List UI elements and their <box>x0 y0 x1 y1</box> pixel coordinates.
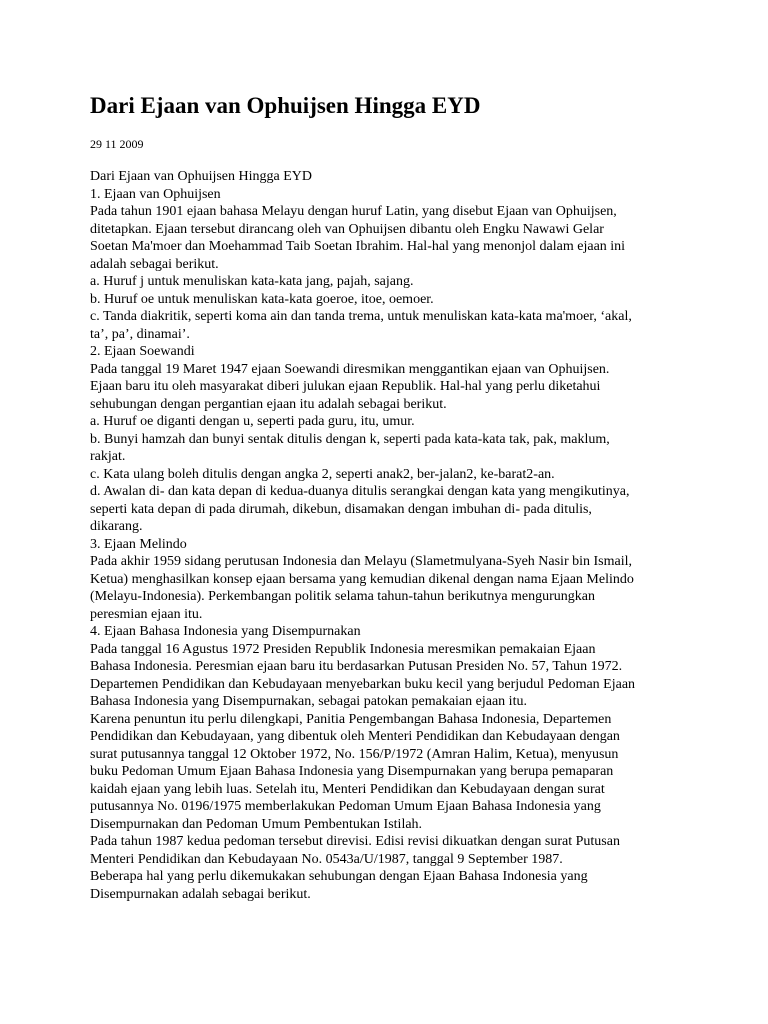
body-line: Disempurnakan adalah sebagai berikut. <box>90 886 311 902</box>
body-line: Pada tanggal 16 Agustus 1972 Presiden Republik Indonesia meresmikan pemakaian Ejaan <box>90 641 596 657</box>
body-line: 3. Ejaan Melindo <box>90 536 187 552</box>
document-body <box>90 168 690 903</box>
body-line: Karena penuntun itu perlu dilengkapi, Panitia Pengembangan Bahasa Indonesia, Departemen <box>90 711 612 727</box>
body-line: adalah sebagai berikut. <box>90 256 219 272</box>
body-line: 1. Ejaan van Ophuijsen <box>90 186 221 202</box>
body-line: surat putusannya tanggal 12 Oktober 1972, No. 156/P/1972 (Amran Halim, Ketua), menyusun <box>90 746 619 762</box>
body-line: Beberapa hal yang perlu dikemukakan sehubungan dengan Ejaan Bahasa Indonesia yang <box>90 869 588 884</box>
document-date: 29 11 2009 <box>90 137 144 151</box>
body-line: buku Pedoman Umum Ejaan Bahasa Indonesia yang Disempurnakan yang berupa pemaparan <box>90 764 614 779</box>
body-line: Pendidikan dan Kebudayaan, yang dibentuk oleh Menteri Pendidikan dan Kebudayaan dengan <box>90 729 620 744</box>
body-line: (Melayu-Indonesia). Perkembangan politik selama tahun-tahun berikutnya mengurungkan <box>90 589 596 604</box>
body-line: Pada tahun 1901 ejaan bahasa Melayu dengan huruf Latin, yang disebut Ejaan van Ophuijsen, <box>90 204 617 219</box>
body-line: Soetan Ma'moer dan Moehammad Taib Soetan Ibrahim. Hal-hal yang menonjol dalam ejaan ini <box>90 239 626 254</box>
body-line: c. Tanda diakritik, seperti koma ain dan tanda trema, untuk menuliskan kata-kata ma'moer, ‘akal, <box>90 309 632 324</box>
body-line: seperti kata depan di pada dirumah, dikebun, disamakan dengan imbuhan di- pada ditulis, <box>90 501 592 517</box>
body-line: ta’, pa’, dinamai’. <box>90 326 190 342</box>
body-line: Pada tanggal 19 Maret 1947 ejaan Soewandi diresmikan menggantikan ejaan van Ophuijsen. <box>90 361 610 377</box>
body-line: sehubungan dengan pergantian ejaan itu adalah sebagai berikut. <box>90 396 447 412</box>
body-line: 2. Ejaan Soewandi <box>90 344 195 359</box>
body-line: a. Huruf j untuk menuliskan kata-kata jang, pajah, sajang. <box>90 274 414 289</box>
body-line: Pada akhir 1959 sidang perutusan Indonesia dan Melayu (Slametmulyana-Syeh Nasir bin Ismail, <box>90 554 632 569</box>
body-line: dikarang. <box>90 519 143 534</box>
body-line: peresmian ejaan itu. <box>90 606 203 622</box>
body-line: ditetapkan. Ejaan tersebut dirancang oleh van Ophuijsen dibantu oleh Engku Nawawi Gelar <box>90 221 604 237</box>
body-line: d. Awalan di- dan kata depan di kedua-duanya ditulis serangkai dengan kata yang mengikutinya, <box>90 484 630 499</box>
body-line: Pada tahun 1987 kedua pedoman tersebut direvisi. Edisi revisi dikuatkan dengan surat Putusan <box>90 834 620 849</box>
body-line: b. Huruf oe untuk menuliskan kata-kata goeroe, itoe, oemoer. <box>90 291 434 307</box>
body-line: putusannya No. 0196/1975 memberlakukan Pedoman Umum Ejaan Bahasa Indonesia yang <box>90 799 601 814</box>
body-line: c. Kata ulang boleh ditulis dengan angka 2, seperti anak2, ber-jalan2, ke-barat2-an. <box>90 466 555 482</box>
body-line: rakjat. <box>90 449 126 464</box>
body-line: Departemen Pendidikan dan Kebudayaan menyebarkan buku kecil yang berjudul Pedoman Ejaan <box>90 676 636 692</box>
document-title: Dari Ejaan van Ophuijsen Hingga EYD <box>90 93 481 118</box>
body-line: Disempurnakan dan Pedoman Umum Pembentukan Istilah. <box>90 816 423 832</box>
body-line: Menteri Pendidikan dan Kebudayaan No. 0543a/U/1987, tanggal 9 September 1987. <box>90 851 563 867</box>
body-line: Ketua) menghasilkan konsep ejaan bersama yang kemudian dikenal dengan nama Ejaan Melindo <box>90 571 634 587</box>
body-line: Bahasa Indonesia yang Disempurnakan, sebagai patokan pemakaian ejaan itu. <box>90 694 527 709</box>
body-line: Bahasa Indonesia. Peresmian ejaan baru itu berdasarkan Putusan Presiden No. 57, Tahun 1972. <box>90 659 623 674</box>
body-line: b. Bunyi hamzah dan bunyi sentak ditulis dengan k, seperti pada kata-kata tak, pak, maklum, <box>90 431 610 447</box>
body-line: Ejaan baru itu oleh masyarakat diberi julukan ejaan Republik. Hal-hal yang perlu diketahui <box>90 379 601 394</box>
body-line: Dari Ejaan van Ophuijsen Hingga EYD <box>90 169 312 184</box>
body-line: kaidah ejaan yang lebih luas. Setelah itu, Menteri Pendidikan dan Kebudayaan dengan surat <box>90 781 605 797</box>
body-line: a. Huruf oe diganti dengan u, seperti pada guru, itu, umur. <box>90 414 415 429</box>
body-line: 4. Ejaan Bahasa Indonesia yang Disempurnakan <box>90 624 361 639</box>
